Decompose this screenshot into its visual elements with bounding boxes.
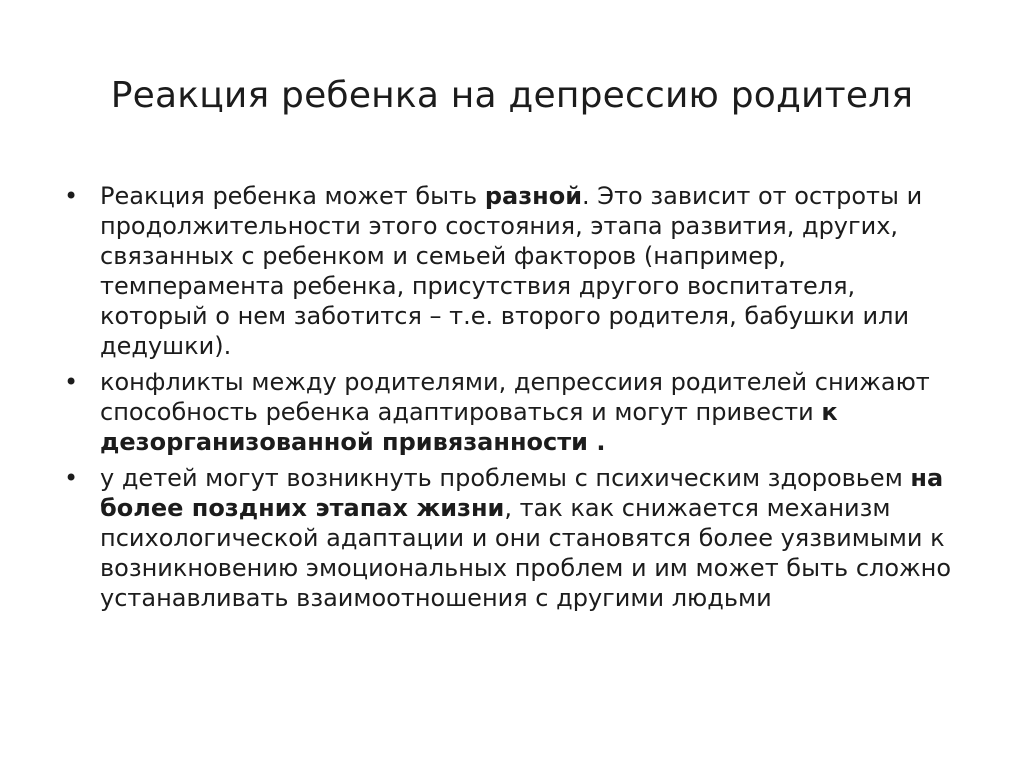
bullet-text bbox=[100, 463, 969, 613]
bullet-text-segment: у детей могут возникнуть проблемы с психическим здоровьем bbox=[100, 464, 911, 492]
bullet-text-bold-segment: на более поздних этапах жизни bbox=[100, 464, 944, 522]
slide-title: Реакция ребенка на депрессию родителя bbox=[110, 75, 914, 116]
bullet-item-3 bbox=[64, 463, 969, 613]
bullet-text-bold-segment: разной bbox=[484, 182, 583, 210]
bullet-text-bold-segment: к дезорганизованной привязанности . bbox=[100, 398, 838, 456]
bullet-text-segment: конфликты между родителями, депрессиия родителей снижают способность ребенка адаптироваться и могут привести bbox=[100, 368, 930, 426]
bullet-text bbox=[100, 367, 969, 457]
bullet-text-segment: . Это зависит от остроты и продолжительности этого состояния, этапа развития, других, связанных с ребенком и семьей факторов (например, темперамента ребенка, присутствия другого воспитателя, который о нем заботится – т.е. второго родителя, бабушки или дедушки). bbox=[100, 182, 923, 360]
bullet-marker: • bbox=[64, 464, 79, 492]
bullet-text bbox=[100, 181, 969, 361]
bullet-list bbox=[64, 181, 969, 619]
bullet-item-2 bbox=[64, 367, 969, 457]
bullet-marker: • bbox=[64, 182, 79, 210]
bullet-marker: • bbox=[64, 368, 79, 396]
bullet-text-segment: , так как снижается механизм психологической адаптации и они становятся более уязвимыми к возникновению эмоциональных проблем и им может быть сложно устанавливать взаимоотношения с другими людьми bbox=[100, 494, 952, 612]
bullet-item-1 bbox=[64, 181, 969, 361]
bullet-text-segment: Реакция ребенка может быть bbox=[100, 182, 485, 210]
